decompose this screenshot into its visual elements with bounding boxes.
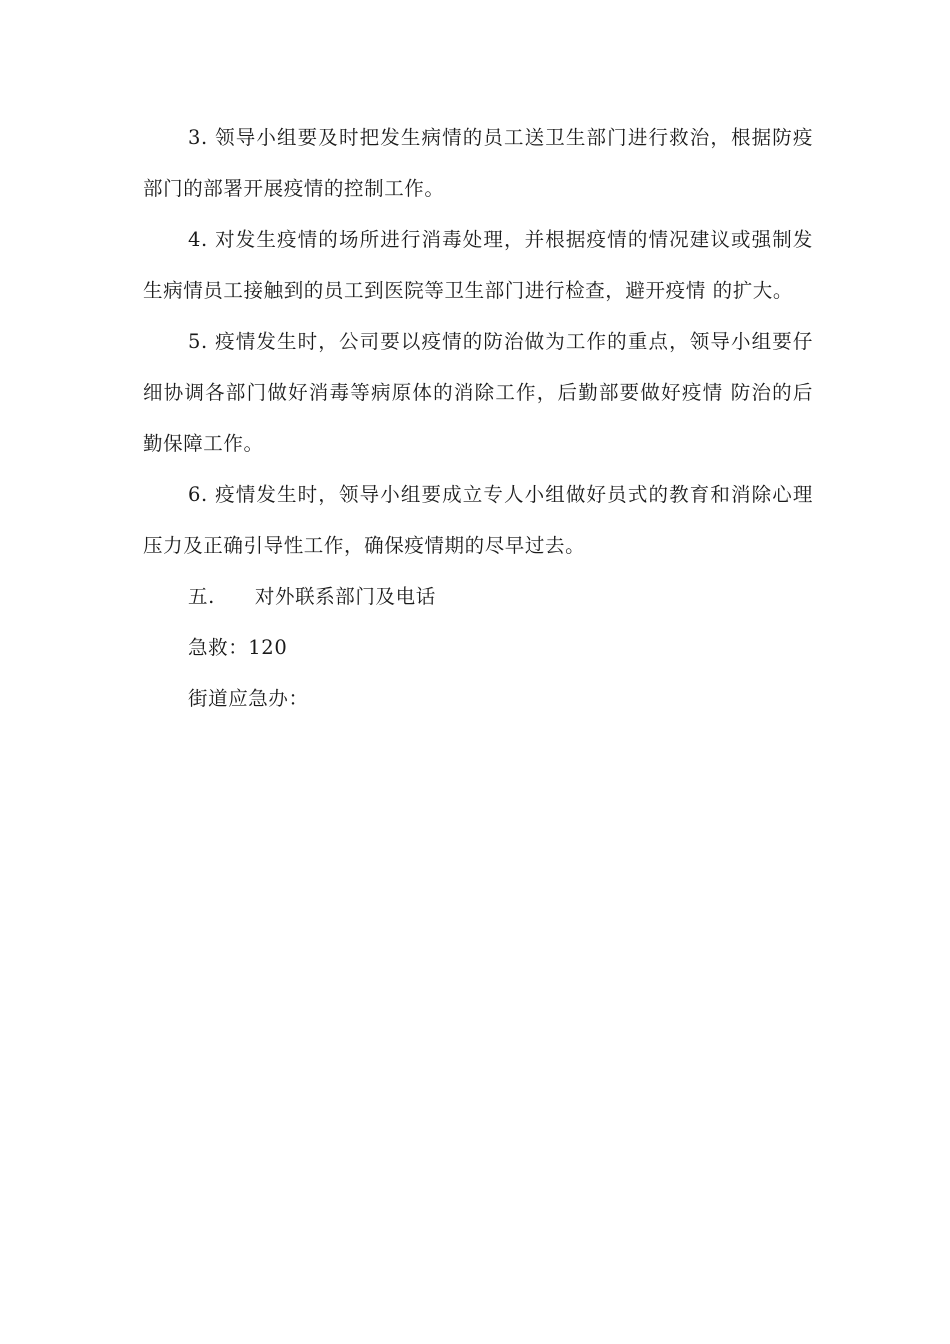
section-title: 对外联系部门及电话 (254, 585, 436, 608)
document-body (143, 112, 813, 724)
paragraph-item-4: 4. 对发生疫情的场所进行消毒处理，并根据疫情的情况建议或强制发生病情员工接触到的员工到医院等卫生部门进行检查，避开疫情 的扩大。 (143, 228, 813, 302)
contact-street-office: 街道应急办： (188, 687, 309, 710)
section-heading (143, 571, 813, 622)
paragraph-item-6: 6. 疫情发生时，领导小组要成立专人小组做好员式的教育和消除心理压力及正确引导性工作，确保疫情期的尽早过去。 (143, 483, 813, 557)
paragraph-item-3: 3. 领导小组要及时把发生病情的员工送卫生部门进行救治，根据防疫部门的部署开展疫情的控制工作。 (143, 126, 813, 200)
section-number: 五. (188, 585, 215, 608)
contact-emergency: 急救：120 (188, 636, 288, 659)
paragraph-item-5: 5. 疫情发生时，公司要以疫情的防治做为工作的重点，领导小组要仔细协调各部门做好消毒等病原体的消除工作，后勤部要做好疫情 防治的后勤保障工作。 (143, 330, 813, 455)
